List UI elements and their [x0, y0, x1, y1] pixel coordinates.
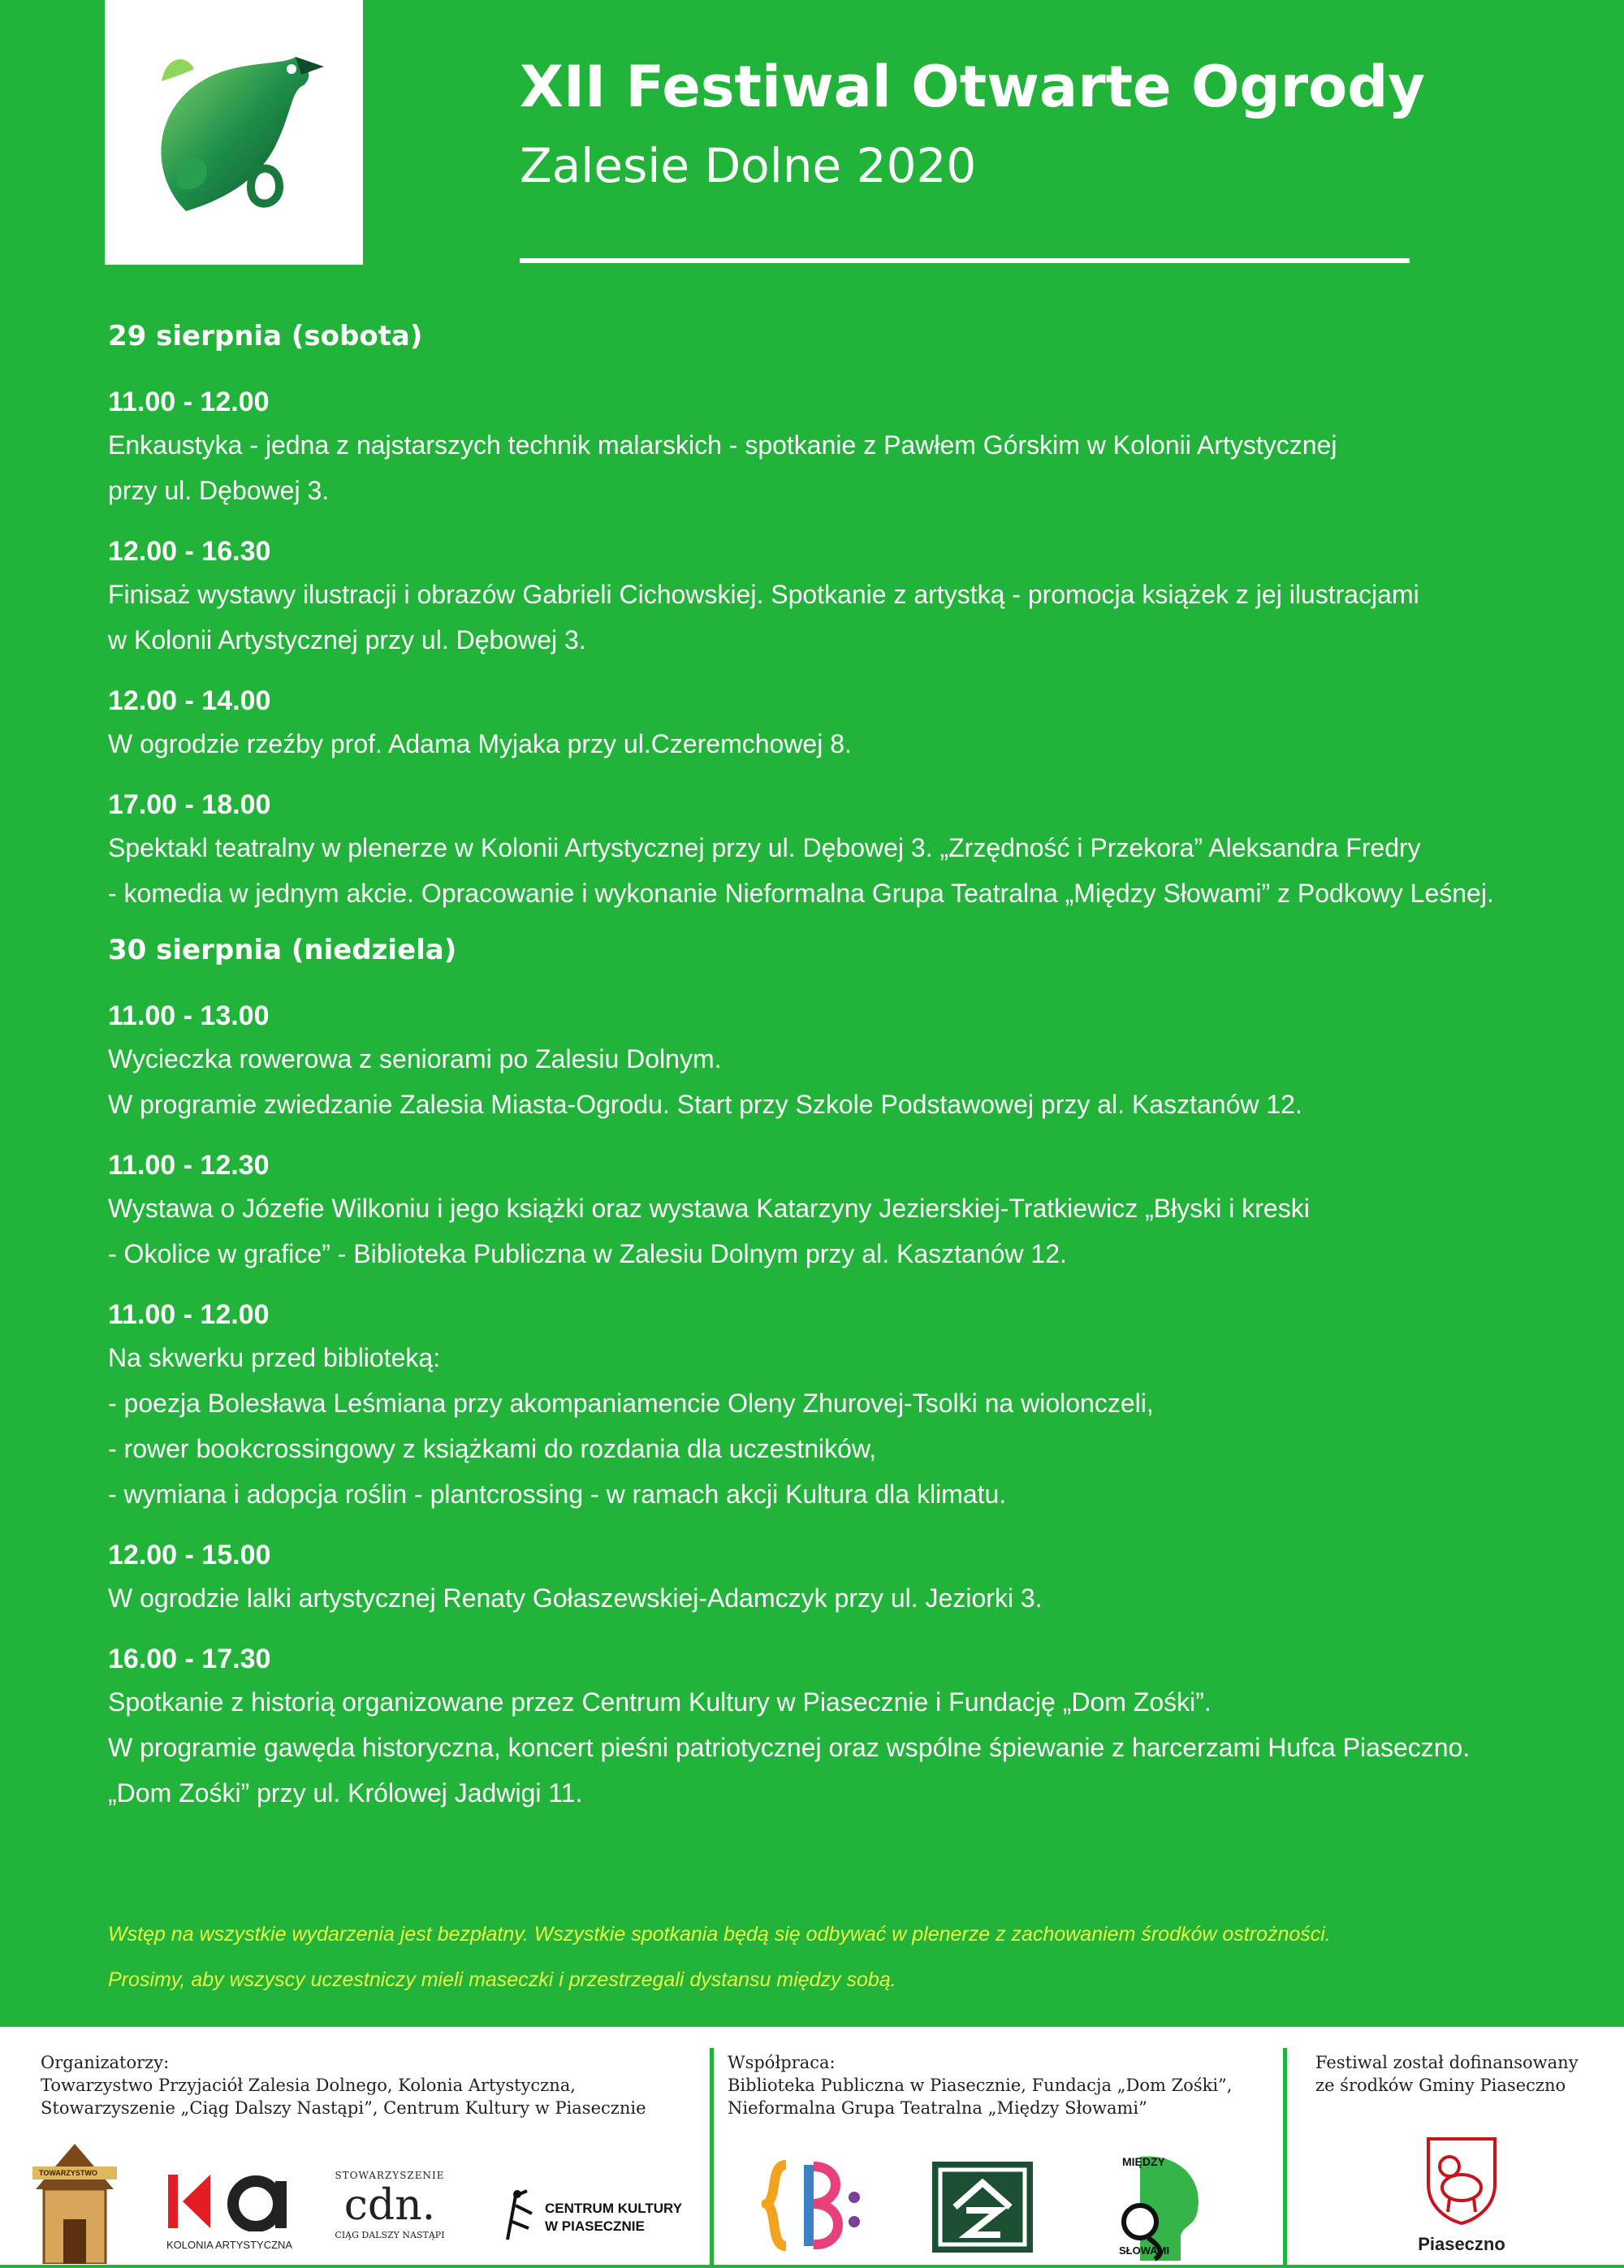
page-subtitle: Zalesie Dolne 2020 [520, 138, 977, 193]
event-description: W ogrodzie lalki artystycznej Renaty Gołaszewskiej-Adamczyk przy ul. Jeziorki 3. [108, 1583, 1043, 1613]
kolonia-artystyczna-logo [166, 2173, 304, 2254]
event-time: 11.00 - 13.00 [108, 1000, 270, 1031]
event [108, 531, 1553, 663]
event-time: 11.00 - 12.30 [108, 1150, 270, 1181]
cooperation-block [728, 2051, 1232, 2119]
event-time: 12.00 - 16.30 [108, 536, 271, 567]
event-time: 17.00 - 18.00 [108, 789, 271, 820]
event-description: „Dom Zośki” przy ul. Królowej Jadwigi 11. [108, 1778, 583, 1808]
piaseczno-coat-of-arms [1413, 2136, 1510, 2262]
event-description: - rower bookcrossingowy z książkami do rozdania dla uczestników, [108, 1434, 877, 1463]
event-description: - komedia w jednym akcie. Opracowanie i wykonanie Nieformalna Grupa Teatralna „Między Słowami” z Podkowy Leśnej. [108, 879, 1494, 908]
cdn-logo [329, 2170, 451, 2259]
miedzy-slowami-line2: SŁOWAMI [1119, 2244, 1170, 2257]
centrum-kultury-line2: W PIASECZNIE [545, 2218, 645, 2234]
day-heading: 29 sierpnia (sobota) [108, 320, 423, 352]
event-time: 12.00 - 14.00 [108, 685, 271, 716]
cooperation-line: Nieformalna Grupa Teatralna „Między Słowami” [728, 2098, 1147, 2118]
cooperation-heading: Współpraca: [728, 2053, 836, 2072]
event [108, 680, 1553, 767]
event-description: W programie zwiedzanie Zalesia Miasta-Ogrodu. Start przy Szkole Podstawowej przy al. Kasztanów 12. [108, 1090, 1302, 1119]
event [108, 1145, 1553, 1277]
footer-divider [710, 2048, 714, 2265]
funding-line: Festiwal został dofinansowany [1315, 2053, 1579, 2072]
organizers-heading: Organizatorzy: [41, 2053, 170, 2072]
miedzy-slowami-logo [1116, 2149, 1205, 2262]
bird-leaf-icon [129, 24, 340, 235]
event-description: W programie gawęda historyczna, koncert pieśni patriotycznej oraz wspólne śpiewanie z harcerzami Hufca Piaseczno. [108, 1733, 1471, 1762]
dom-zoski-logo [932, 2162, 1033, 2253]
event [108, 382, 1553, 513]
page-title: XII Festiwal Otwarte Ogrody [520, 54, 1425, 120]
funding-line: ze środków Gminy Piaseczno [1315, 2076, 1566, 2095]
event-description: Enkaustyka - jedna z najstarszych technik malarskich - spotkanie z Pawłem Górskim w Kolonii Artystycznej [108, 430, 1337, 460]
event-description: Finisaż wystawy ilustracji i obrazów Gabrieli Cichowskiej. Spotkanie z artystką - promocja książek z jej ilustracjami [108, 580, 1419, 609]
notice [108, 1912, 1331, 2002]
organizers-line: Stowarzyszenie „Ciąg Dalszy Nastąpi”, Centrum Kultury w Piasecznie [41, 2098, 646, 2118]
event-time: 11.00 - 12.00 [108, 387, 270, 417]
towarzystwo-logo [32, 2142, 117, 2264]
event-time: 16.00 - 17.30 [108, 1644, 271, 1674]
event-description: Spektakl teatralny w plenerze w Kolonii Artystycznej przy ul. Dębowej 3. „Zrzędność i Przekora” Aleksandra Fredry [108, 833, 1421, 862]
event-description: Wystawa o Józefie Wilkoniu i jego książki oraz wystawa Katarzyny Jezierskiej-Tratkiewicz „Błyski i kreski [108, 1194, 1310, 1223]
event-description: przy ul. Dębowej 3. [108, 476, 330, 505]
centrum-kultury-logo [499, 2189, 683, 2246]
event-description: Na skwerku przed biblioteką: [108, 1343, 441, 1372]
funding-block [1315, 2051, 1579, 2097]
event-description: - Okolice w grafice” - Biblioteka Publiczna w Zalesiu Dolnym przy al. Kasztanów 12. [108, 1239, 1067, 1268]
event-time: 11.00 - 12.00 [108, 1299, 270, 1330]
organizers-block [41, 2051, 646, 2119]
event [108, 1639, 1553, 1816]
cooperation-line: Biblioteka Publiczna w Piasecznie, Fundacja „Dom Zośki”, [728, 2076, 1233, 2095]
event [108, 784, 1553, 916]
event-description: w Kolonii Artystycznej przy ul. Dębowej 3. [108, 625, 586, 654]
event-description: - poezja Bolesława Leśmiana przy akompaniamencie Oleny Zhurovej-Tsolki na wiolonczeli, [108, 1389, 1154, 1418]
footer [0, 2027, 1624, 2265]
kolonia-logo-text: KOLONIA ARTYSTYCZNA [166, 2239, 293, 2251]
centrum-kultury-line1: CENTRUM KULTURY [545, 2201, 683, 2216]
piaseczno-label: Piaseczno [1418, 2234, 1505, 2254]
miedzy-slowami-line1: MIĘDZY [1122, 2155, 1165, 2168]
footer-divider [1283, 2048, 1287, 2265]
program [108, 310, 1553, 1834]
event-time: 12.00 - 15.00 [108, 1540, 271, 1570]
day-heading: 30 sierpnia (niedziela) [108, 934, 457, 966]
festival-logo [105, 0, 363, 265]
cdn-logo-top: STOWARZYSZENIE [335, 2170, 445, 2181]
towarzystwo-logo-text: TOWARZYSTWO [39, 2169, 97, 2177]
cdn-logo-bottom: CIĄG DALSZY NASTĄPI [335, 2230, 445, 2240]
title-divider [520, 258, 1410, 263]
cdn-logo-main: cdn. [343, 2181, 436, 2230]
event-description: Spotkanie z historią organizowane przez Centrum Kultury w Piasecznie i Fundację „Dom Zośki”. [108, 1687, 1212, 1717]
notice-line: Prosimy, aby wszyscy uczestniczy mieli maseczki i przestrzegali dystansu między sobą. [108, 1968, 896, 1991]
event-description: Wycieczka rowerowa z seniorami po Zalesiu Dolnym. [108, 1044, 722, 1074]
event [108, 1294, 1553, 1517]
event [108, 1535, 1553, 1621]
organizers-line: Towarzystwo Przyjaciół Zalesia Dolnego, Kolonia Artystyczna, [41, 2076, 576, 2095]
event [108, 996, 1553, 1127]
biblioteka-logo [762, 2157, 867, 2254]
event-description: W ogrodzie rzeźby prof. Adama Myjaka przy ul.Czeremchowej 8. [108, 729, 852, 758]
event-description: - wymiana i adopcja roślin - plantcrossing - w ramach akcji Kultura dla klimatu. [108, 1480, 1007, 1509]
notice-line: Wstęp na wszystkie wydarzenia jest bezpłatny. Wszystkie spotkania będą się odbywać w plenerze z zachowaniem środków ostrożności. [108, 1923, 1331, 1946]
